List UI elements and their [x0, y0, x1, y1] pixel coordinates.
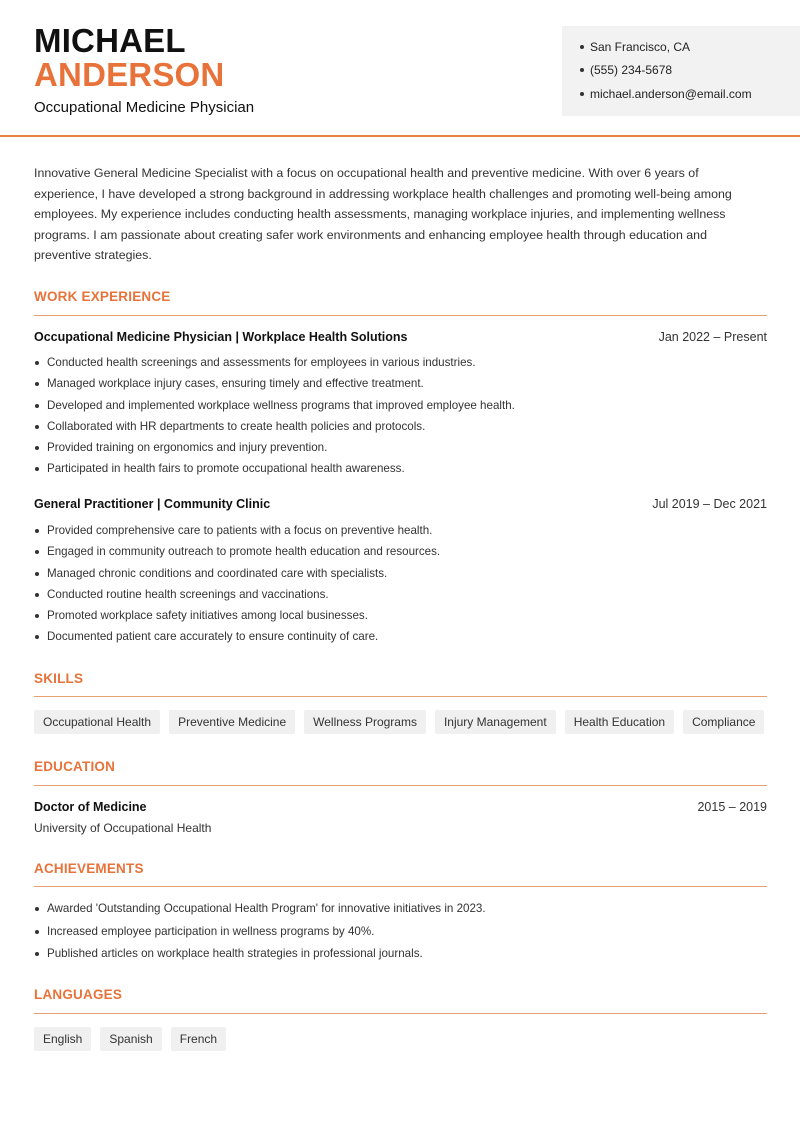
section-divider [34, 696, 767, 697]
list-item: Documented patient care accurately to ensure continuity of care. [34, 626, 767, 647]
section-divider [34, 886, 767, 887]
contact-location: San Francisco, CA [580, 40, 690, 54]
first-name: MICHAEL [34, 22, 186, 59]
education-degree: Doctor of Medicine [34, 800, 147, 814]
last-name: ANDERSON [34, 56, 225, 93]
list-item: Increased employee participation in wellness programs by 40%. [34, 921, 767, 944]
section-title-work: WORK EXPERIENCE [34, 289, 171, 304]
list-item: Managed workplace injury cases, ensuring timely and effective treatment. [34, 373, 767, 394]
skill-tag: Wellness Programs [304, 710, 426, 734]
list-item: Promoted workplace safety initiatives among local businesses. [34, 605, 767, 626]
bullet-icon [580, 45, 584, 49]
skills-tags [34, 710, 764, 734]
section-divider [34, 785, 767, 786]
list-item: Conducted routine health screenings and vaccinations. [34, 584, 767, 605]
contact-box [562, 26, 800, 116]
list-item: Conducted health screenings and assessments for employees in various industries. [34, 352, 767, 373]
contact-email[interactable]: michael.anderson@email.com [580, 87, 752, 101]
job-bullets [34, 520, 767, 648]
list-item: Managed chronic conditions and coordinated care with specialists. [34, 563, 767, 584]
language-tag: French [171, 1027, 226, 1051]
section-divider [34, 1013, 767, 1014]
job-header [34, 330, 767, 344]
list-item: Engaged in community outreach to promote health education and resources. [34, 541, 767, 562]
education-school: University of Occupational Health [34, 821, 212, 835]
list-item: Awarded 'Outstanding Occupational Health Program' for innovative initiatives in 2023. [34, 898, 767, 921]
section-title-education: EDUCATION [34, 759, 116, 774]
section-title-skills: SKILLS [34, 671, 84, 686]
job-role: General Practitioner | Community Clinic [34, 497, 271, 511]
job-bullets [34, 352, 767, 480]
skill-tag: Occupational Health [34, 710, 160, 734]
skill-tag: Preventive Medicine [169, 710, 295, 734]
section-title-languages: LANGUAGES [34, 987, 123, 1002]
job-title: Occupational Medicine Physician [34, 99, 255, 116]
list-item: Published articles on workplace health strategies in professional journals. [34, 943, 767, 966]
job-role: Occupational Medicine Physician | Workplace Health Solutions [34, 330, 408, 344]
list-item: Participated in health fairs to promote occupational health awareness. [34, 458, 767, 479]
skill-tag: Health Education [565, 710, 674, 734]
section-title-achievements: ACHIEVEMENTS [34, 861, 144, 876]
education-dates: 2015 – 2019 [697, 800, 767, 814]
achievement-bullets [34, 898, 767, 966]
summary: Innovative General Medicine Specialist with a focus on occupational health and preventive medicine. With over 6 years of experience, I have developed a strong background in addressing workplace health challenges and promoting well-being among employees. My experience includes conducting health assessments, managing workplace injuries, and implementing wellness programs. I am passionate about creating safer work environments and enhancing employee health through education and preventive strategies. [34, 166, 732, 262]
list-item: Developed and implemented workplace wellness programs that improved employee health. [34, 395, 767, 416]
resume-header [0, 0, 800, 137]
bullet-icon [580, 92, 584, 96]
skill-tag: Compliance [683, 710, 764, 734]
language-tags [34, 1027, 226, 1051]
list-item: Collaborated with HR departments to create health policies and protocols. [34, 416, 767, 437]
list-item: Provided comprehensive care to patients with a focus on preventive health. [34, 520, 767, 541]
list-item: Provided training on ergonomics and injury prevention. [34, 437, 767, 458]
skill-tag: Injury Management [435, 710, 556, 734]
section-divider [34, 315, 767, 316]
language-tag: Spanish [100, 1027, 161, 1051]
bullet-icon [580, 68, 584, 72]
language-tag: English [34, 1027, 91, 1051]
job-dates: Jul 2019 – Dec 2021 [652, 497, 767, 511]
job-dates: Jan 2022 – Present [658, 330, 767, 344]
job-header [34, 497, 767, 511]
contact-phone: (555) 234-5678 [580, 63, 672, 77]
